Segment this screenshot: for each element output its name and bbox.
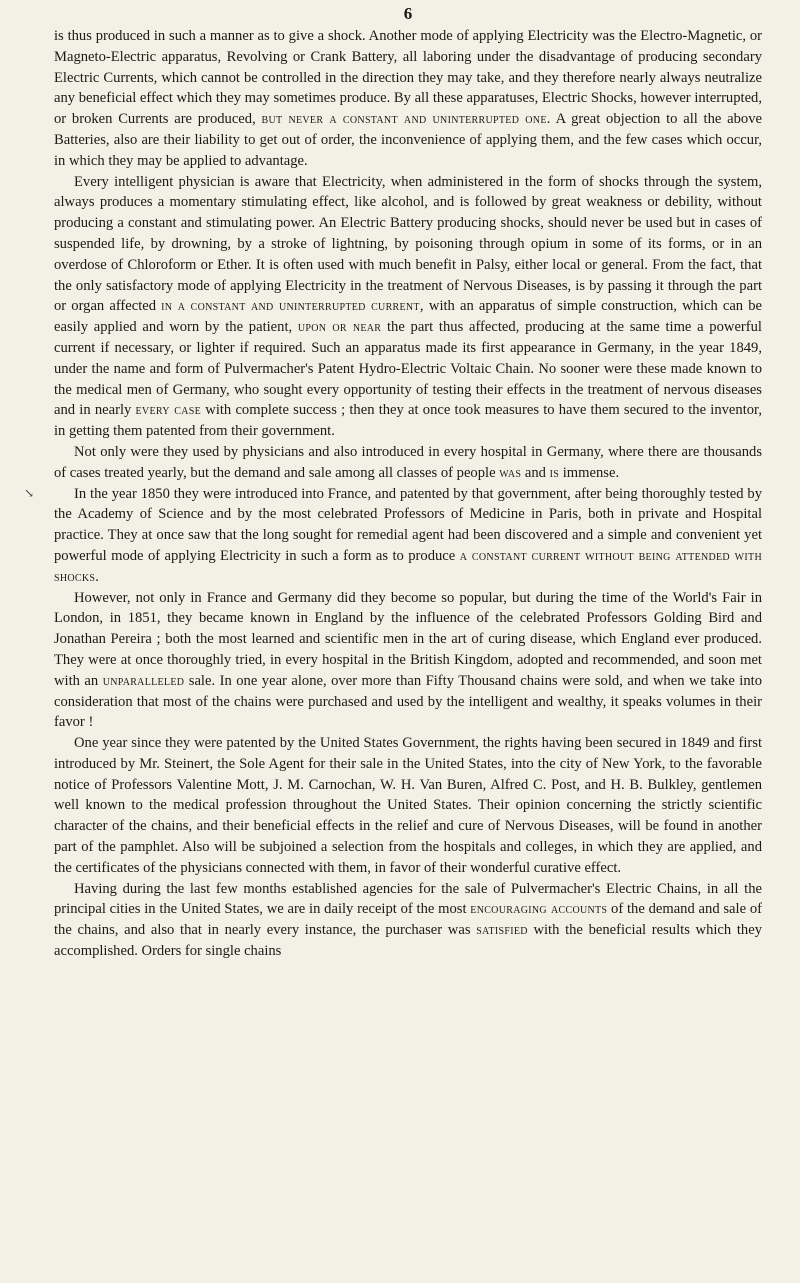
paragraph — [54, 172, 762, 442]
text-span: A great objection to all the above Batteries, also are their liability to get out of order, the inconvenience of applying them, and the few cases which occur, in which they may be applied to advantage. — [54, 111, 762, 169]
text-span: Not only were they used by physicians and also introduced in every hospital in Germany, where there are thousands of cases treated yearly, but the demand and sale among all classes of people — [54, 443, 762, 481]
text-span: However, not only in France and Germany did they become so popular, but during the time of the World's Fair in London, in 1851, they became known in England by the influence of the celebrated Professors Golding Bird and Jonathan Pereira ; both the most learned and scientific men in the art of curing disease, which England ever produced. They were at once thoroughly tried, in every hospital in the British Kingdom, adopted and recommended, and soon met with an — [54, 589, 762, 689]
text-span: of the demand and sale of the chains, and also that in nearly every instance, the purchaser was — [54, 901, 762, 939]
paragraph — [54, 442, 762, 484]
text-span: Having during the last few months established agencies for the sale of Pulvermacher's Electric Chains, in all the principal cities in the United States, we are in daily receipt of the most — [54, 880, 762, 918]
paragraph — [54, 879, 762, 962]
text-span: is thus produced in such a manner as to give a shock. Another mode of applying Electricity was the Electro-Magnetic, or Magneto-Electric apparatus, Revolving or Crank Battery, all laboring under the disadvantage of producing secondary Electric Currents, which cannot be controlled in the direction they may take, and they therefore nearly always neutralize any beneficial effect which they may sometimes produce. By all these apparatuses, Electric Shocks, however interrupted, or broken Currents are produced, — [54, 28, 762, 128]
emphasis-span: a constant current without being attended with shocks. — [54, 547, 762, 585]
emphasis-span: was — [499, 464, 522, 481]
paragraph — [54, 484, 762, 588]
emphasis-span: but never a constant and uninterrupted one. — [261, 111, 551, 128]
text-span: with the beneficial results which they accomplished. Orders for single chains — [54, 922, 763, 960]
text-span: sale. In one year alone, over more than Fifty Thousand chains were sold, and when we take into consideration that most of the chains were purchased and used by the intelligent and wealthy, it speaks volumes in their favor ! — [54, 672, 762, 731]
page-number: 6 — [403, 4, 413, 23]
text-span: In the year 1850 they were introduced into France, and patented by that government, after being thoroughly tested by the Academy of Science and by the most celebrated Professors of Medicine in Paris, both in private and Hospital practice. They at once saw that the long sought for remedial agent had been discovered and a simple and convenient yet powerful mode of applying Electricity in such a form as to produce — [54, 485, 762, 564]
margin-mark: ↘ — [24, 486, 35, 500]
emphasis-span: upon or near — [297, 319, 382, 336]
emphasis-span: encouraging accounts — [470, 901, 608, 918]
text-span: with complete success ; then they at once took measures to have them secured to the inventor, in getting them patented from their government. — [54, 402, 762, 440]
emphasis-span: unparalleled — [102, 672, 185, 689]
paragraph — [54, 733, 762, 879]
emphasis-span: satisfied — [476, 922, 528, 939]
emphasis-span: in a constant and uninterrupted current, — [161, 298, 424, 315]
paragraph — [54, 588, 762, 734]
text-span: One year since they were patented by the United States Government, the rights having been secured in 1849 and first introduced by Mr. Steinert, the Sole Agent for their sale in the United States, into the city of New York, to the favorable notice of Professors Valentine Mott, J. M. Carnochan, W. H. Van Buren, Alfred C. Post, and H. B. Bulkley, gentlemen well known to the medical profession throughout the United States. Their opinion concerning the strictly scientific character of the chains, and their beneficial effects in the relief and cure of Nervous Diseases, will be found in another part of the pamphlet. Also will be subjoined a selection from the hospitals and colleges, in which they are applied, and the certificates of the physicians connected with them, in favor of their wonderful curative effect. — [54, 735, 762, 876]
emphasis-span: is — [549, 464, 560, 481]
text-span: and — [521, 464, 550, 481]
text-span: the part thus affected, producing at the same time a powerful current if necessary, or lighter if required. Such an apparatus made its first appearance in Germany, in the year 1849, under the name and form of Pulvermacher's Patent Hydro-Electric Voltaic Chain. No sooner were these made known to the medical men of Germany, who sought every opportunity of testing their effects in the treatment of nervous diseases and in nearly — [54, 319, 762, 419]
text-span: with an apparatus of simple construction, which can be easily applied and worn by the patient, — [54, 298, 762, 336]
paragraph — [54, 26, 762, 172]
text-span: Every intelligent physician is aware that Electricity, when administered in the form of shocks through the system, always produces a momentary stimulating effect, like alcohol, and is followed by great weakness or debility, without producing a constant and stimulating power. An Electric Battery producing shocks, should never be used but in cases of suspended life, by drowning, by a stroke of lightning, by poisoning through opium in some of its forms, or in an overdose of Chloroform or Ether. It is often used with much benefit in Palsy, either local or general. From the fact, that the only satisfactory mode of applying Electricity in the treatment of Nervous Diseases, is by passing it through the part or organ affected — [54, 173, 762, 315]
text-span: immense. — [559, 464, 620, 481]
body-text — [54, 26, 762, 962]
emphasis-span: every case — [135, 402, 202, 419]
